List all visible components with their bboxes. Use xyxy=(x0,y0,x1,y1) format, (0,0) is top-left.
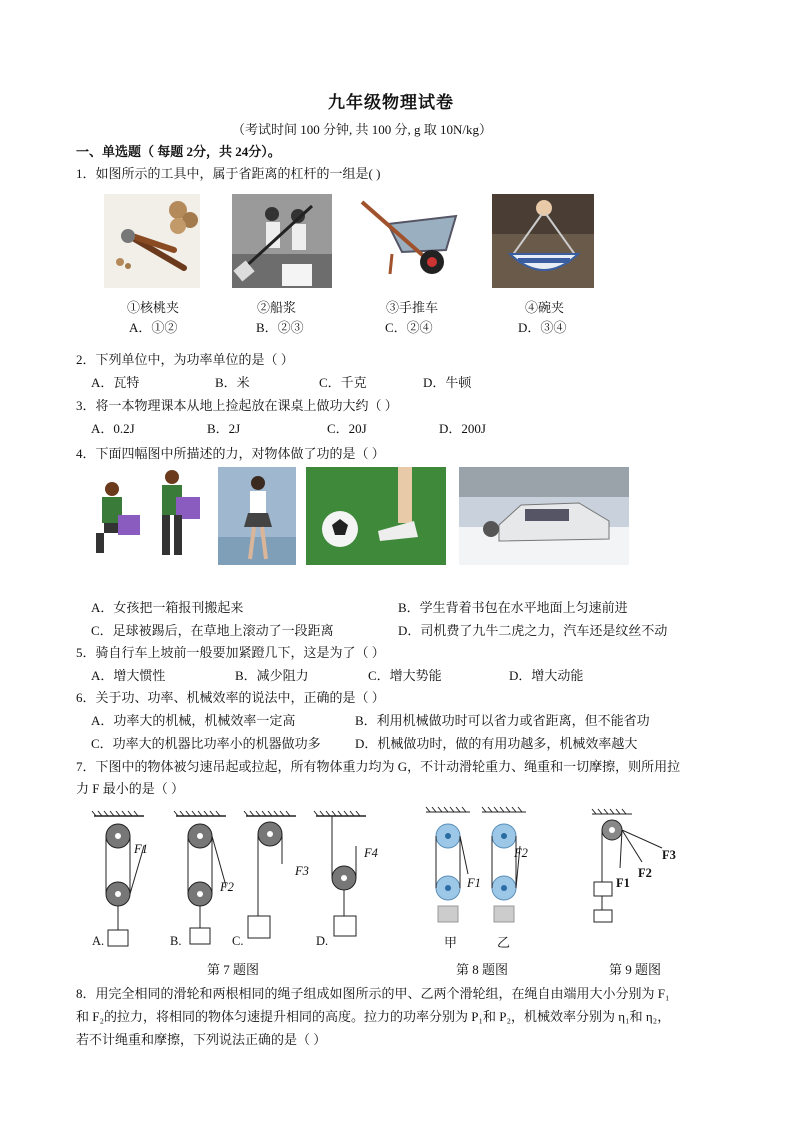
q4-option-a[interactable]: A．女孩把一箱报刊搬起来 xyxy=(91,600,244,615)
q2-option-a[interactable]: A．瓦特 xyxy=(91,375,140,390)
q6-option-a[interactable]: A．功率大的机械，机械效率一定高 xyxy=(91,713,296,728)
page-title: 九年级物理试卷 xyxy=(328,93,454,112)
q3-option-a[interactable]: A．0.2J xyxy=(91,421,135,436)
fig8-force-f1: F1 xyxy=(467,876,481,890)
q1-option-d[interactable]: D．③④ xyxy=(518,320,567,335)
q2-option-d[interactable]: D．牛顿 xyxy=(423,375,472,390)
oar-image xyxy=(232,194,332,288)
caption-fig7: 第 7 题图 xyxy=(207,962,260,977)
q5-option-a[interactable]: A．增大惯性 xyxy=(91,668,166,683)
q4-option-d[interactable]: D．司机费了九牛二虎之力，汽车还是纹丝不动 xyxy=(398,623,668,638)
question-5-stem: 5．骑自行车上坡前一般要加紧蹬几下，这是为了（ ） xyxy=(76,645,385,660)
question-6-stem: 6．关于功、功率、机械效率的说法中，正确的是（ ） xyxy=(76,690,385,705)
caption-wheelbarrow: ③手推车 xyxy=(386,300,439,315)
q2-option-b[interactable]: B．米 xyxy=(215,375,250,390)
fig7-label-d: D. xyxy=(316,934,329,948)
question-7-stem-line2: 力 F 最小的是（ ） xyxy=(76,781,184,796)
fig8-label-yi: 乙 xyxy=(497,935,511,950)
q4-option-b[interactable]: B．学生背着书包在水平地面上匀速前进 xyxy=(398,600,628,615)
student-walking-image xyxy=(218,467,296,565)
q5-option-b[interactable]: B．减少阻力 xyxy=(235,668,309,683)
caption-fig8: 第 8 题图 xyxy=(456,962,509,977)
fig8-force-f2: F2 xyxy=(514,846,528,860)
q6-option-c[interactable]: C．功率大的机器比功率小的机器做功多 xyxy=(91,736,321,751)
caption-nutcracker: ①核桃夹 xyxy=(127,300,180,315)
fig7-force-f3: F3 xyxy=(295,864,309,878)
fig9-force-f1: F1 xyxy=(616,876,630,890)
fig8-label-jia: 甲 xyxy=(444,935,458,950)
fig7-force-f1: F1 xyxy=(134,842,148,856)
section-heading: 一、单选题（ 每题 2分，共 24分）。 xyxy=(76,144,281,159)
q4-option-c[interactable]: C．足球被踢后，在草地上滚动了一段距离 xyxy=(91,623,334,638)
fig7-label-b: B. xyxy=(170,934,182,948)
q3-option-d[interactable]: D．200J xyxy=(439,421,486,436)
q5-option-c[interactable]: C．增大势能 xyxy=(368,668,442,683)
question-8-line2: 和 F₂的拉力，将相同的物体匀速提升相同的高度。拉力的功率分别为 P₁和 P₂，机械效率分别为 η₁和 η₂， xyxy=(76,1009,671,1024)
fig7-label-a: A. xyxy=(92,934,105,948)
question-8-line1: 8．用完全相同的滑轮和两根相同的绳子组成如图所示的甲、乙两个滑轮组，在绳自由端用大小分别为 F₁ xyxy=(76,986,670,1001)
girl-lifting-box-image xyxy=(90,467,206,565)
question-1-stem: 1．如图所示的工具中，属于省距离的杠杆的一组是( ) xyxy=(76,166,381,181)
fig7-force-f4: F4 xyxy=(364,846,378,860)
q1-option-b[interactable]: B．②③ xyxy=(256,320,304,335)
car-in-snow-image xyxy=(459,467,629,565)
nutcracker-image xyxy=(104,194,200,288)
fig9-force-f3: F3 xyxy=(662,848,676,862)
q1-option-a[interactable]: A．①② xyxy=(129,320,178,335)
q1-option-c[interactable]: C．②④ xyxy=(385,320,433,335)
question-4-stem: 4．下面四幅图中所描述的力，对物体做了功的是（ ） xyxy=(76,446,385,461)
q3-option-c[interactable]: C．20J xyxy=(327,421,367,436)
page-subtitle: （考试时间 100 分钟, 共 100 分, g 取 10N/kg） xyxy=(232,122,493,137)
fig7-force-f2: F2 xyxy=(220,880,234,894)
question-8-line3: 若不计绳重和摩擦，下列说法正确的是（ ） xyxy=(76,1032,327,1047)
q2-option-c[interactable]: C．千克 xyxy=(319,375,367,390)
question-7-stem-line1: 7．下图中的物体被匀速吊起或拉起，所有物体重力均为 G，不计动滑轮重力、绳重和一切摩擦，则所用拉 xyxy=(76,759,681,774)
question-2-stem: 2．下列单位中，为功率单位的是（ ） xyxy=(76,352,294,367)
football-kick-image xyxy=(306,467,446,565)
wheelbarrow-image xyxy=(358,194,462,288)
bowl-clip-image xyxy=(492,194,594,288)
caption-fig9: 第 9 题图 xyxy=(609,962,662,977)
fig9-force-f2: F2 xyxy=(638,866,652,880)
caption-oar: ②船浆 xyxy=(257,300,297,315)
caption-bowl-clip: ④碗夹 xyxy=(525,300,565,315)
q3-option-b[interactable]: B．2J xyxy=(207,421,241,436)
q6-option-d[interactable]: D．机械做功时，做的有用功越多，机械效率越大 xyxy=(355,736,638,751)
figure-8-pulley-sets xyxy=(424,806,534,931)
q6-option-b[interactable]: B．利用机械做功时可以省力或省距离，但不能省功 xyxy=(355,713,650,728)
question-3-stem: 3．将一本物理课本从地上捡起放在课桌上做功大约（ ） xyxy=(76,398,398,413)
fig7-label-c: C. xyxy=(232,934,244,948)
q5-option-d[interactable]: D．增大动能 xyxy=(509,668,584,683)
